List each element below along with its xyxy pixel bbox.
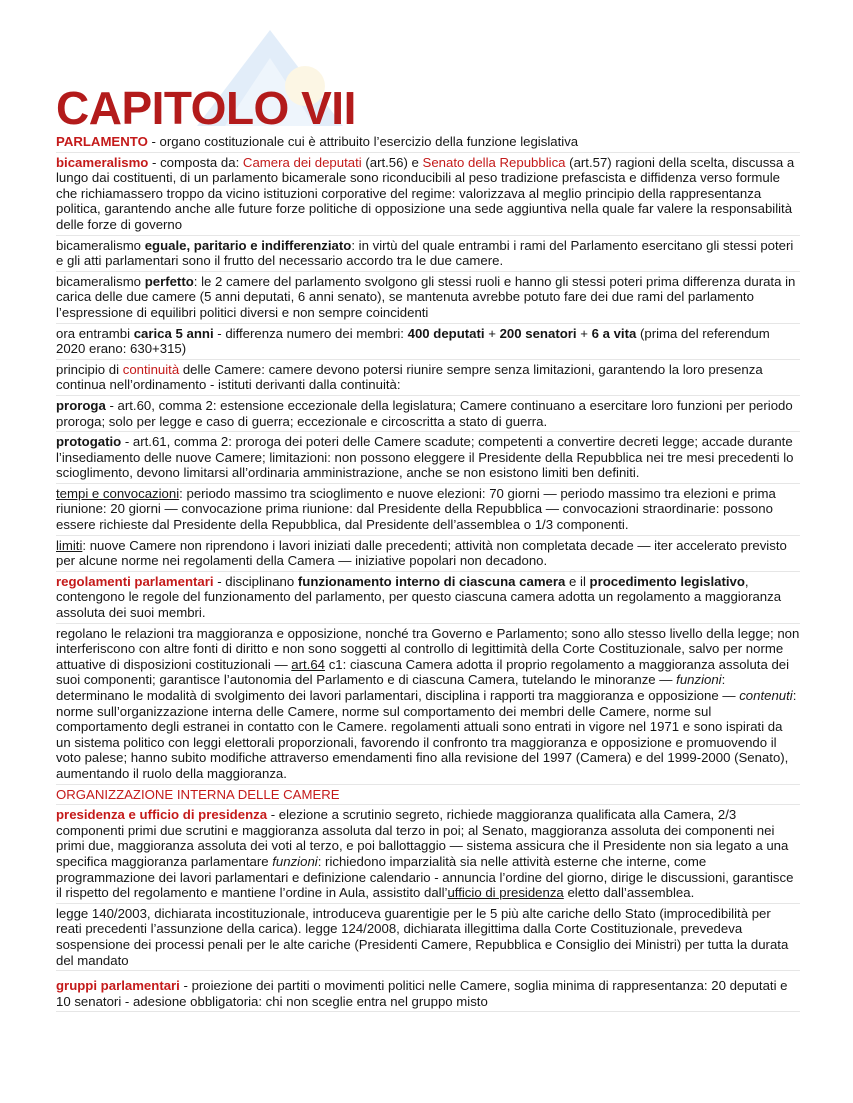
term-regolamenti: regolamenti parlamentari <box>56 573 214 589</box>
text: eletto dall’assemblea. <box>563 885 695 901</box>
text: bicameralismo <box>56 237 145 253</box>
text: - organo costituzionale cui è attribuito l’esercizio della funzione legislativa <box>147 134 579 149</box>
term-bicameralismo: bicameralismo <box>56 154 149 170</box>
text: (prima del referendum 2020 erano: 630+315) <box>56 325 770 357</box>
bold-text: 6 a vita <box>591 325 637 341</box>
text: : le 2 camere del parlamento svolgono gli stessi ruoli e hanno gli stessi poteri prima differenza durata in carica delle due camere (5 anni deputati, 6 anni senato), se mantenuta avrebbe potuto fare dei due rami del parlamento l’espressione di equilibri politici diversi e non sempre coincidenti <box>56 273 796 320</box>
bold-text: perfetto <box>144 273 194 289</box>
text: - art.60, comma 2: estensione eccezionale della legislatura; Camere continuano a esercitare loro funzioni per periodo proroga; solo per legge e caso di guerra; eccezionale e circoscritta a stato di guerra. <box>56 397 793 429</box>
paragraph <box>56 237 800 272</box>
bold-text: 400 deputati <box>407 325 485 341</box>
text: - disciplinano <box>213 573 298 589</box>
bold-text: protogatio <box>56 434 122 450</box>
text: : in virtù del quale entrambi i rami del Parlamento esercitano gli stessi poteri e gli atti parlamentari sono il frutto del necessario accordo tra le due camere. <box>56 237 794 269</box>
italic-text: funzioni <box>272 853 318 869</box>
text: principio di <box>56 361 123 377</box>
paragraph <box>56 625 800 785</box>
text: - differenza numero dei membri: <box>213 325 408 341</box>
bold-text: 200 senatori <box>499 325 577 341</box>
section-heading <box>56 786 800 806</box>
text: + <box>484 325 500 341</box>
page-title: CAPITOLO VII <box>56 82 356 134</box>
paragraph <box>56 573 800 624</box>
paragraph <box>56 806 800 904</box>
text: c1: ciascuna Camera adotta il proprio regolamento a maggioranza assoluta dei suoi componenti; garantisce l’autonomia del Parlamento e di ciascuna Camera, tutelando le minoranze — <box>56 656 790 688</box>
bold-text: procedimento legislativo <box>589 573 745 589</box>
text: : periodo massimo tra scioglimento e nuove elezioni: 70 giorni — periodo massimo tra elezioni e prima riunione: 20 giorni — convocazione prima riunione: dal Presidente della Repubblica — convocazioni straordinarie: possono essere richieste dal Presidente della Repubblica, dal Presidente dell’assemblea o 1/3 componenti. <box>56 485 776 533</box>
text: - elezione a scrutinio segreto, richiede maggioranza qualificata alla Camera, 2/3 componenti primi due scrutini e maggioranza assoluta dal terzo in poi; al Senato, maggioranza assoluta dei componenti nei primi due, maggioranza assoluta dei voti al terzo, e poi ballottaggio — sistema assicura che il Presidente non sia legato a una specifica maggioranza parlamentare <box>56 807 789 869</box>
paragraph <box>56 273 800 324</box>
term-presidenza: presidenza e ufficio di presidenza <box>56 807 268 823</box>
text: (art.56) e <box>361 154 423 170</box>
italic-text: contenuti <box>739 688 793 703</box>
paragraph <box>56 154 800 236</box>
text: : norme sull’organizzazione interna delle Camere, norme sul comportamento dei membri delle Camere, norme sul comportamento degli estranei in contatto con le Camere. regolamenti attuali sono entrati in vigore nel 1971 e sono ispirati da un sistema politico con leggi elettorali proporzionali, favorendo il confronto tra maggioranza e opposizione e promuovendo il voto palese; hanno subito modifiche attraverso emendamenti fino alla revisione del 1997 (Camera) e del 1999-2000 (Senato), aumentando il ruolo della maggioranza. <box>56 688 797 781</box>
text: - art.61, comma 2: proroga dei poteri delle Camere scadute; competenti a convertire decreti legge; accade durante l’insediamento delle nuove Camere; limitazioni: non possono eleggere il Presidente della Repubblica nei tre mesi precedenti lo scioglimento, devono limitarsi all’ordinaria amministrazione, anche se non esistono limiti ben definiti. <box>56 434 794 481</box>
text: (art.57) ragioni della scelta, discussa a lungo dai costituenti, di un parlamento bicamerale sono riconducibili al peso tradizione prefascista e diffidenza verso formule che richiamassero troppo da vicino istituzioni corporative del regime: valorizzava al meglio principio della rappresentanza politica, garantendo anche alle future forze politiche di opposizione una sede aggiuntiva nella quale far valere la responsabilità delle forze di governo <box>56 154 795 232</box>
paragraph <box>56 977 800 1012</box>
text: bicameralismo <box>56 273 145 289</box>
italic-text: funzioni <box>676 672 722 688</box>
text: , contengono le regole del funzionamento del parlamento, per questo ciascuna camera adotta un regolamento a maggioranza assoluta dei suoi membri. <box>56 573 782 621</box>
text: : determinano le modalità di svolgimento dei lavori parlamentari, disciplina i rapporti tra maggioranza e opposizione — <box>56 672 740 703</box>
bold-text: funzionamento interno di ciascuna camera <box>297 573 566 589</box>
text: regolano le relazioni tra maggioranza e opposizione, nonché tra Governo e Parlamento; sono allo stesso livello della legge; non interferiscono con altre fonti di diritto e non sono soggetti al controllo di legittimità della Corte Costituzionale, salvo per norme attuative di disposizioni costituzionali — <box>56 625 800 672</box>
text: : nuove Camere non riprendono i lavori iniziati dalle precedenti; attività non completata decade — iter accelerato previsto per alcune norme nei regolamenti della Camera — iniziative popolari non decadono. <box>56 537 787 569</box>
underlined-text: ufficio di presidenza <box>447 885 564 901</box>
text: : richiedono imparzialità sia nelle attività esterne che interne, come programmazione dei lavori parlamentari e definizione calendario - annuncia l’ordine del giorno, dirige le discussioni, garantisce il rispetto del regolamento e mantiene l’ordine in Aula, assistito dall’ <box>56 853 794 901</box>
paragraph <box>56 433 800 484</box>
term-senato: Senato della Repubblica <box>422 154 566 170</box>
underlined-text: tempi e convocazioni <box>56 485 180 501</box>
underlined-text: limiti <box>56 537 83 553</box>
paragraph <box>56 485 800 536</box>
bold-text: eguale, paritario e indifferenziato <box>144 237 352 253</box>
text: - composta da: <box>148 154 243 170</box>
term-continuita: continuità <box>122 361 180 377</box>
term-parlamento: PARLAMENTO <box>56 134 148 149</box>
paragraph <box>56 361 800 396</box>
paragraph <box>56 397 800 432</box>
section-heading-text: ORGANIZZAZIONE INTERNA DELLE CAMERE <box>56 786 340 802</box>
text: + <box>576 325 592 341</box>
document-body <box>56 133 800 1012</box>
text: - proiezione dei partiti o movimenti politici nelle Camere, soglia minima di rappresentanza: 20 deputati e 10 senatori - adesione obbligatoria: chi non sceglie entra nel gruppo misto <box>56 978 788 1009</box>
text: legge 140/2003, dichiarata incostituzionale, introduceva guarentigie per le 5 più alte cariche dello Stato (improcedibilità per reati precedenti l’assunzione della carica). legge 124/2008, dichiarata illegittima dalla Corte Costituzionale, prevedeva sospensione dei processi penali per le alte cariche (Presidenti Camere, Repubblica e Consiglio dei Ministri) per tutta la durata del mandato <box>56 905 789 968</box>
term-gruppi: gruppi parlamentari <box>56 978 180 994</box>
paragraph <box>56 325 800 360</box>
bold-text: carica 5 anni <box>133 325 214 341</box>
underlined-text: art.64 <box>291 656 326 672</box>
paragraph <box>56 905 800 971</box>
term-camera: Camera dei deputati <box>242 154 362 170</box>
paragraph <box>56 133 800 153</box>
text: delle Camere: camere devono potersi riunire sempre senza limitazioni, garantendo la loro presenza continua nell’ordinamento - istituti derivanti dalla continuità: <box>56 361 763 393</box>
bold-text: proroga <box>56 397 106 413</box>
paragraph <box>56 537 800 572</box>
text: e il <box>565 573 590 589</box>
text: ora entrambi <box>56 325 134 341</box>
